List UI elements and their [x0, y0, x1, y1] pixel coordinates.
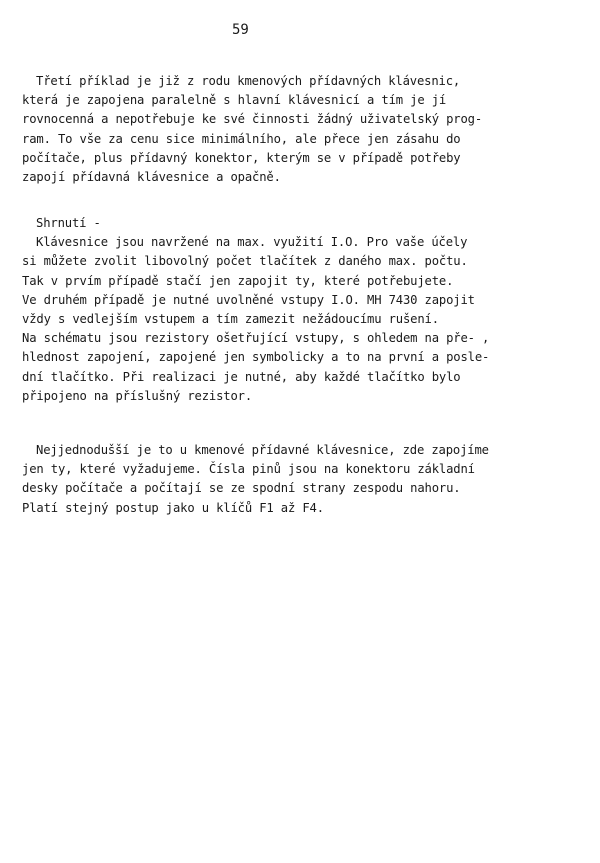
text-line: jen ty, které vyžadujeme. Čísla pinů jsou na konektoru základní	[22, 462, 475, 477]
text-line: počítače, plus přídavný konektor, kterým se v případě potřeby	[22, 150, 461, 165]
page-number: 59	[232, 22, 249, 38]
paragraph-summary	[22, 214, 582, 406]
paragraph-third-example	[22, 72, 582, 187]
text-line: vždy s vedlejším vstupem a tím zamezit nežádoucímu rušení.	[22, 311, 439, 326]
text-line: ram. To vše za cenu sice minimálního, ale přece jen zásahu do	[22, 131, 461, 146]
text-line: která je zapojena paralelně s hlavní klávesnicí a tím je jí	[22, 93, 447, 108]
text-line: Platí stejný postup jako u klíčů F1 až F4.	[22, 500, 324, 515]
text-line: Třetí příklad je již z rodu kmenových přídavných klávesnic,	[36, 74, 461, 88]
text-line: hlednost zapojení, zapojené jen symbolicky a to na první a posle-	[22, 350, 490, 365]
text-line: Klávesnice jsou navržené na max. využití I.O. Pro vaše účely	[36, 235, 468, 250]
text-line: rovnocenná a nepotřebuje ke své činnosti žádný uživatelský prog-	[22, 112, 482, 127]
paragraph-simplest	[22, 441, 582, 518]
text-line: připojeno na příslušný rezistor.	[22, 388, 252, 403]
text-line: desky počítače a počítají se ze spodní strany zespodu nahoru.	[22, 481, 461, 496]
section-heading: Shrnutí -	[36, 216, 101, 230]
text-line: Ve druhém případě je nutné uvolněné vstupy I.O. MH 7430 zapojit	[22, 292, 475, 307]
text-line: si můžete zvolit libovolný počet tlačítek z daného max. počtu.	[22, 254, 468, 269]
text-line: Nejjednodušší je to u kmenové přídavné klávesnice, zde zapojíme	[36, 443, 489, 457]
text-line: zapojí přídavná klávesnice a opačně.	[22, 169, 281, 184]
text-line: Tak v prvím případě stačí jen zapojit ty, které potřebujete.	[22, 273, 454, 288]
text-line: dní tlačítko. Při realizaci je nutné, aby každé tlačítko bylo	[22, 369, 461, 384]
text-line: Na schématu jsou rezistory ošetřující vstupy, s ohledem na pře- ,	[22, 331, 490, 346]
